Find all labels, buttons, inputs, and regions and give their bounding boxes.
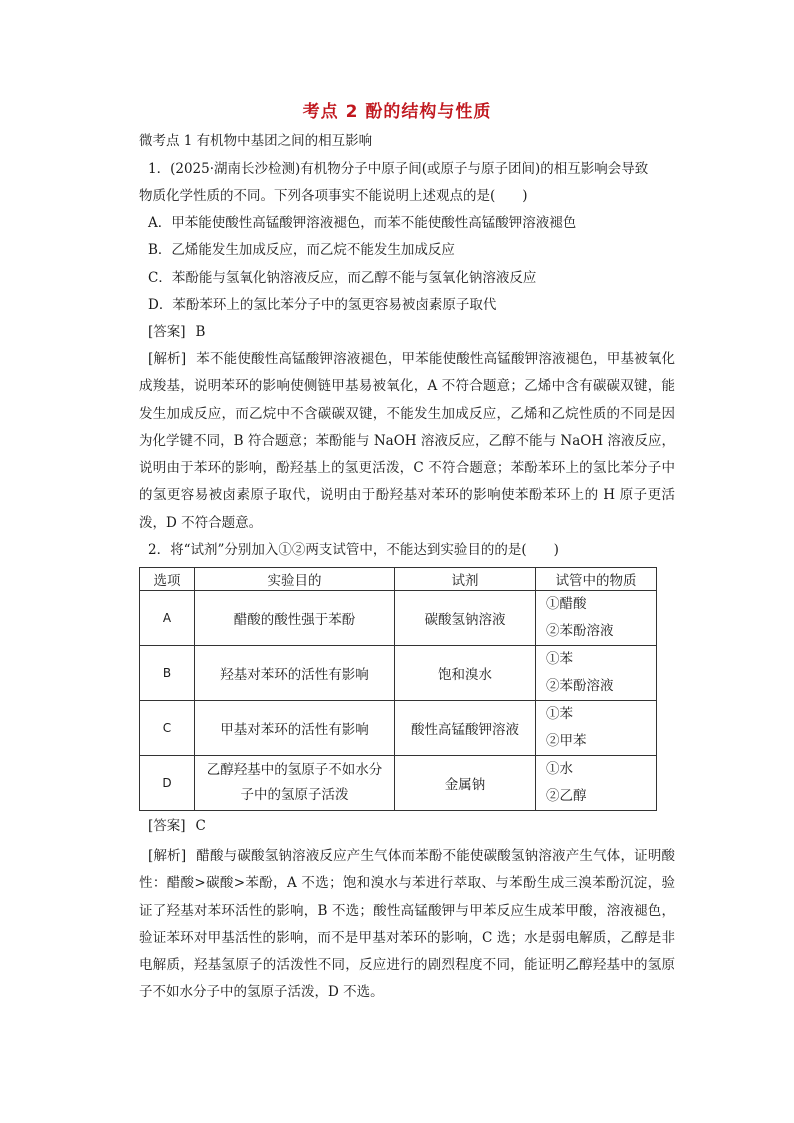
q1-option-b: B．乙烯能发生加成反应，而乙烷不能发生加成反应	[148, 242, 455, 258]
table-header-cell: 试剂	[395, 568, 536, 591]
row-option: B	[140, 646, 195, 701]
row-substances	[536, 591, 657, 646]
substance-1: ①苯	[546, 651, 573, 667]
q2-table	[139, 567, 657, 811]
q2-stem	[148, 540, 559, 560]
q2-analysis	[139, 843, 675, 1007]
q1-analysis-label: [解析]	[148, 351, 187, 367]
row-option: A	[140, 591, 195, 646]
q1-option-a: A．甲苯能使酸性高锰酸钾溶液褪色，而苯不能使酸性高锰酸钾溶液褪色	[148, 215, 577, 231]
q1-answer-label: [答案]	[148, 324, 186, 340]
row-substances	[536, 756, 657, 811]
subtopic-heading: 微考点 1 有机物中基团之间的相互影响	[139, 133, 373, 149]
q2-answer-label: [答案]	[148, 818, 186, 834]
substance-2: ②甲苯	[546, 733, 587, 749]
row-purpose: 羟基对苯环的活性有影响	[195, 646, 395, 701]
q1-stem-line1	[148, 159, 648, 179]
row-purpose: 乙醇羟基中的氢原子不如水分子中的氢原子活泼	[195, 756, 395, 811]
q2-answer	[148, 816, 206, 836]
q2-analysis-label: [解析]	[148, 848, 187, 864]
row-option: C	[140, 701, 195, 756]
row-reagent: 碳酸氢钠溶液	[395, 591, 536, 646]
q1-stem-text1: (2025·湖南长沙检测)有机物分子中原子间(或原子与原子团间)的相互影响会导致	[170, 161, 649, 177]
row-purpose: 甲基对苯环的活性有影响	[195, 701, 395, 756]
table-row	[140, 701, 657, 756]
table-row	[140, 756, 657, 811]
table-header-cell: 选项	[140, 568, 195, 591]
row-substances	[536, 701, 657, 756]
q2-stem-text: 将“试剂”分别加入①②两支试管中，不能达到实验目的的是( )	[170, 542, 559, 558]
q1-number: 1．	[148, 161, 171, 177]
substance-1: ①苯	[546, 706, 573, 722]
substance-1: ①醋酸	[546, 596, 587, 612]
substance-2: ②苯酚溶液	[546, 623, 614, 639]
table-row	[140, 591, 657, 646]
row-substances	[536, 646, 657, 701]
row-option: D	[140, 756, 195, 811]
q2-analysis-text: 醋酸与碳酸氢钠溶液反应产生气体而苯酚不能使碳酸氢钠溶液产生气体，证明酸性：醋酸>碳酸>苯酚，A 不选；饱和溴水与苯进行萃取、与苯酚生成三溴苯酚沉淀，验证了羟基对苯环活性的影响，B 不选；酸性高锰酸钾与甲苯反应生成苯甲酸，溶液褪色，验证苯环对甲基活性的影响，而不是甲基对苯环的影响，C 选；水是弱电解质，乙醇是非电解质，羟基氢原子的活泼性不同，反应进行的剧烈程度不同，能证明乙醇羟基中的氢原子不如水分子中的氢原子活泼，D 不选。	[139, 848, 675, 1001]
table-header-row	[140, 568, 657, 591]
q1-analysis-text: 苯不能使酸性高锰酸钾溶液褪色，甲苯能使酸性高锰酸钾溶液褪色，甲基被氧化成羧基，说明苯环的影响使侧链甲基易被氧化，A 不符合题意；乙烯中含有碳碳双键，能发生加成反应，而乙烷中不含碳碳双键，不能发生加成反应，乙烯和乙烷性质的不同是因为化学键不同，B 符合题意；苯酚能与 NaOH 溶液反应，乙醇不能与 NaOH 溶液反应，说明由于苯环的影响，酚羟基上的氢更活泼，C 不符合题意；苯酚苯环上的氢比苯分子中的氢更容易被卤素原子取代，说明由于酚羟基对苯环的影响使苯酚苯环上的 H 原子更活泼，D 不符合题意。	[139, 351, 675, 531]
table-row	[140, 646, 657, 701]
q2-answer-value: C	[195, 818, 206, 834]
substance-2: ②苯酚溶液	[546, 678, 614, 694]
q1-stem-line2: 物质化学性质的不同。下列各项事实不能说明上述观点的是( )	[139, 188, 528, 204]
q1-answer	[148, 322, 205, 342]
table-header-cell: 试管中的物质	[536, 568, 657, 591]
q1-answer-value: B	[195, 324, 206, 340]
q1-option-c: C．苯酚能与氢氧化钠溶液反应，而乙醇不能与氢氧化钠溶液反应	[148, 270, 537, 286]
row-reagent: 酸性高锰酸钾溶液	[395, 701, 536, 756]
row-reagent: 饱和溴水	[395, 646, 536, 701]
row-reagent: 金属钠	[395, 756, 536, 811]
table-header-cell: 实验目的	[195, 568, 395, 591]
substance-2: ②乙醇	[546, 788, 587, 804]
q1-option-d: D．苯酚苯环上的氢比苯分子中的氢更容易被卤素原子取代	[148, 297, 497, 313]
row-purpose: 醋酸的酸性强于苯酚	[195, 591, 395, 646]
substance-1: ①水	[546, 761, 573, 777]
page-title: 考点 2 酚的结构与性质	[302, 102, 492, 122]
q2-number: 2．	[148, 542, 171, 558]
q1-analysis	[139, 346, 675, 537]
